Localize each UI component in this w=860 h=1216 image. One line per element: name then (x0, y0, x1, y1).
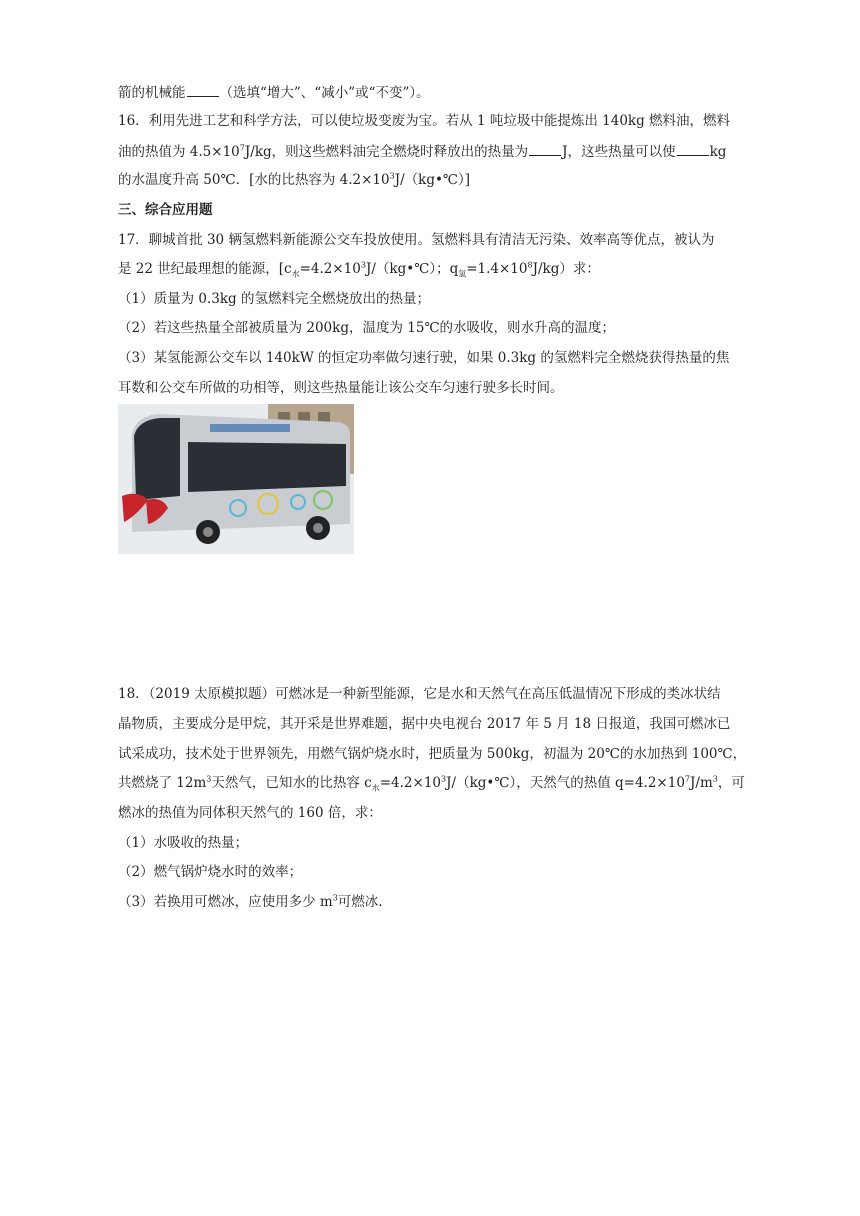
bus-banner (210, 424, 290, 432)
q16-text-d: kg (709, 144, 727, 160)
q18-line-3: 试采成功，技术处于世界领先，用燃气锅炉烧水时，把质量为 500kg，初温为 20℃的水加热到 100℃， (118, 746, 747, 762)
q18-subscript-water: 水 (371, 783, 380, 793)
q17-text-c: J/（kg•℃）；q (365, 261, 459, 277)
hydrogen-bus-image (118, 404, 354, 554)
q18-line-2: 晶物质，主要成分是甲烷，其开采是世界难题，据中央电视台 2017 年 5 月 18 日报道，我国可燃冰已 (118, 716, 731, 732)
q18-line-4 (118, 773, 745, 793)
q18-exponent-1: 3 (206, 774, 212, 784)
q18-exponent-3: 7 (684, 774, 691, 784)
q15-options-text: （选填“增大”、“减小”或“不变”）。 (219, 85, 430, 101)
q18-text-e: J/m (690, 775, 713, 791)
q17-text-b: =4.2×10 (299, 261, 361, 277)
q16-text-b: J/kg，则这些燃料油完全燃烧时释放出的热量为 (244, 144, 529, 160)
q18-part-3-text-a: （3）若换用可燃冰，应使用多少 m (118, 894, 333, 910)
q16-text-c: J，这些热量可以使 (562, 144, 676, 160)
bus-side-windows (188, 442, 346, 492)
q18-part-1: （1）水吸收的热量； (118, 835, 249, 851)
q17-part-3-line-2: 耳数和公交车所做的功相等，则这些热量能让该公交车匀速行驶多长时间。 (118, 380, 564, 396)
q16-text-e: 的水温度升高 50℃．[水的比热容为 4.2×10 (118, 172, 390, 188)
q16-heat-blank[interactable] (529, 141, 561, 156)
q17-part-1: （1）质量为 0.3kg 的氢燃料完全燃烧放出的热量； (118, 291, 430, 307)
q17-text-e: J/kg）求： (532, 261, 600, 277)
q18-part-3-text-b: 可燃冰. (337, 894, 383, 910)
q17-text-a: 是 22 世纪最理想的能源，[c (118, 261, 292, 277)
q17-exponent-1: 3 (360, 260, 366, 270)
q17-part-3-line-1: （3）某氢能源公交车以 140kW 的恒定功率做匀速行驶，如果 0.3kg 的氢燃料完全燃烧获得热量的焦 (118, 350, 730, 366)
q18-text-b: 天然气，已知水的比热容 c (211, 775, 372, 791)
q16-text-f: J/（kg•℃）] (394, 172, 471, 188)
q17-text-d: =1.4×10 (466, 261, 528, 277)
q18-text-d: J/（kg•℃），天然气的热值 q=4.2×10 (446, 775, 685, 791)
q15-tail-text: 箭的机械能 (118, 85, 186, 101)
q18-part-3-exponent: 3 (332, 893, 338, 903)
q18-part-2: （2）燃气锅炉烧水时的效率； (118, 864, 303, 880)
q16-exponent-1: 7 (239, 143, 245, 153)
q16-line-2 (118, 141, 726, 162)
q16-text-a: 油的热值为 4.5×10 (118, 144, 240, 160)
q18-exponent-4: 3 (712, 774, 718, 784)
q18-text-a: 共燃烧了 12m (118, 775, 207, 791)
q17-line-2 (118, 259, 600, 279)
q18-text-f: ，可 (717, 775, 745, 791)
q16-mass-blank[interactable] (677, 141, 709, 156)
q16-exponent-2: 3 (389, 171, 395, 181)
q17-line-1: 17．聊城首批 30 辆氢燃料新能源公交车投放使用。氢燃料具有清洁无污染、效率高等优点，被认为 (118, 232, 715, 248)
section-3-heading: 三、综合应用题 (118, 202, 213, 218)
q18-text-c: =4.2×10 (379, 775, 442, 791)
q17-subscript-water: 水 (291, 269, 300, 279)
q16-line-1: 16．利用先进工艺和科学方法，可以使垃圾变废为宝。若从 1 吨垃圾中能提炼出 140kg 燃料油，燃料 (118, 113, 731, 129)
q18-line-5: 燃冰的热值为同体积天然气的 160 倍，求： (118, 805, 382, 821)
q18-line-1: 18．（2019 太原模拟题）可燃冰是一种新型能源，它是水和天然气在高压低温情况下形成的类冰状结 (118, 686, 721, 702)
q15-tail-line (118, 82, 430, 103)
q17-subscript-hydrogen: 氢 (458, 269, 467, 279)
q18-part-3 (118, 892, 383, 912)
bus-windshield (134, 418, 180, 500)
q17-exponent-2: 8 (527, 260, 533, 270)
q15-answer-blank[interactable] (187, 82, 219, 97)
q17-part-2: （2）若这些热量全部被质量为 200kg，温度为 15℃的水吸收，则水升高的温度； (118, 320, 616, 336)
q18-exponent-2: 3 (441, 774, 447, 784)
q16-line-3 (118, 170, 470, 190)
